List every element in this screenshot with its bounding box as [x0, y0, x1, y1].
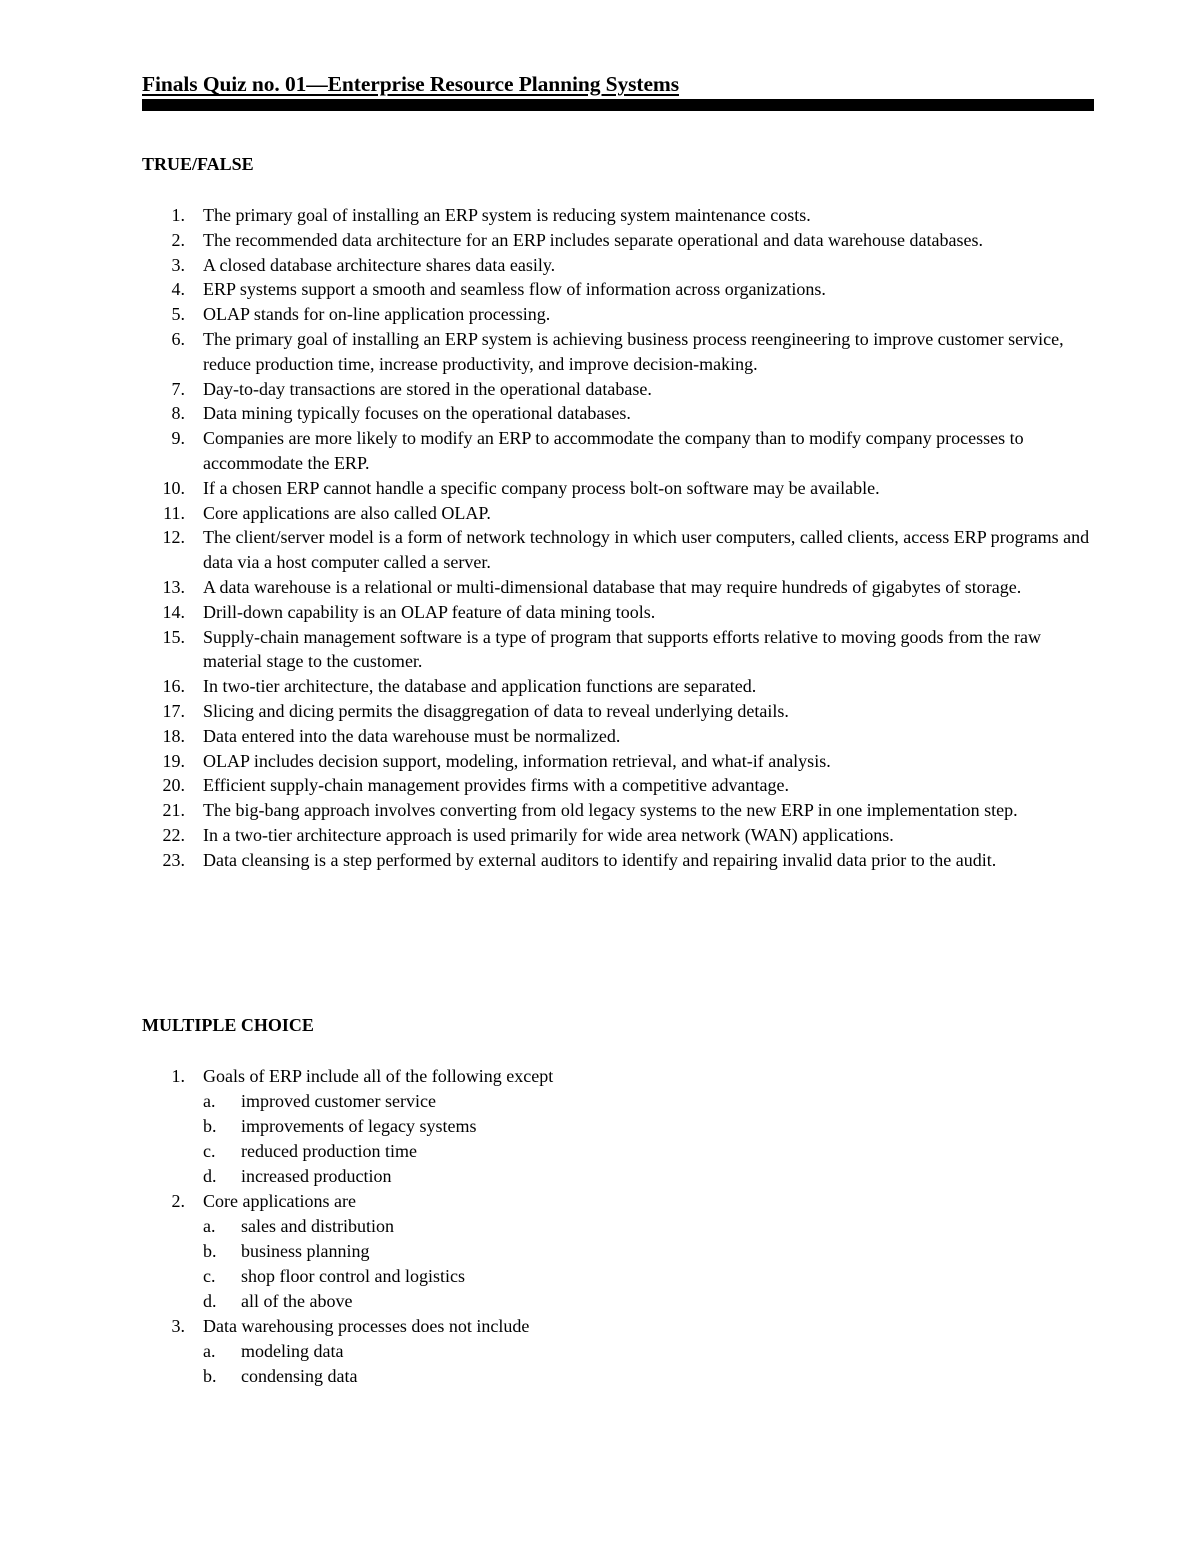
tf-item-23	[142, 848, 1097, 873]
tf-item-16	[142, 674, 1097, 699]
question-text: Data warehousing processes does not include	[203, 1316, 530, 1336]
option-letter: d.	[203, 1291, 217, 1311]
answer-option	[203, 1139, 1097, 1164]
option-text: improved customer service	[241, 1091, 436, 1111]
mc-question-2	[142, 1189, 1097, 1314]
question-text: Data entered into the data warehouse must be normalized.	[203, 725, 621, 746]
tf-item-12	[142, 525, 1097, 575]
question-text: Efficient supply-chain management provides firms with a competitive advantage.	[203, 775, 789, 796]
question-number: 16.	[162, 676, 185, 697]
tf-item-13	[142, 575, 1097, 600]
answer-option	[203, 1089, 1097, 1114]
question-number: 17.	[162, 700, 185, 721]
question-number: 1.	[171, 205, 185, 225]
question-number: 8.	[171, 403, 185, 424]
question-number: 20.	[162, 775, 185, 796]
option-letter: c.	[203, 1141, 216, 1161]
question-number: 1.	[171, 1066, 185, 1086]
tf-item-14	[142, 600, 1097, 625]
tf-item-1	[142, 203, 1097, 228]
question-number: 18.	[162, 725, 185, 746]
option-text: shop floor control and logistics	[241, 1266, 465, 1286]
mc-question-1	[142, 1064, 1097, 1189]
question-number: 2.	[171, 229, 185, 250]
true-false-heading: TRUE/FALSE	[142, 154, 254, 174]
answer-options	[203, 1089, 1097, 1189]
question-number: 2.	[171, 1191, 185, 1211]
question-number: 22.	[162, 824, 185, 845]
question-number: 7.	[171, 378, 185, 399]
answer-option	[203, 1289, 1097, 1314]
answer-options	[203, 1214, 1097, 1314]
question-text: In a two-tier architecture approach is used primarily for wide area network (WAN) applications.	[203, 824, 894, 845]
option-letter: a.	[203, 1216, 216, 1236]
question-text: Core applications are	[203, 1191, 356, 1211]
question-number: 14.	[162, 601, 185, 622]
question-number: 13.	[162, 576, 185, 597]
question-text: Data cleansing is a step performed by external auditors to identify and repairing invalid data prior to the audit.	[203, 849, 997, 870]
option-letter: c.	[203, 1266, 216, 1286]
title-rule	[142, 99, 1094, 111]
document-title: Finals Quiz no. 01—Enterprise Resource Planning Systems	[142, 72, 679, 96]
question-number: 19.	[162, 750, 185, 771]
option-letter: b.	[203, 1116, 217, 1136]
tf-item-5	[142, 302, 1097, 327]
question-number: 10.	[162, 477, 185, 498]
answer-option	[203, 1339, 1097, 1364]
tf-item-6	[142, 327, 1097, 377]
option-letter: d.	[203, 1166, 217, 1186]
mc-question-3	[142, 1314, 1097, 1389]
option-text: reduced production time	[241, 1141, 417, 1161]
option-text: increased production	[241, 1166, 392, 1186]
tf-item-4	[142, 277, 1097, 302]
tf-item-7	[142, 377, 1097, 402]
question-number: 4.	[171, 279, 185, 300]
question-number: 15.	[162, 626, 185, 647]
question-text: A closed database architecture shares data easily.	[203, 254, 556, 275]
question-text: Data mining typically focuses on the operational databases.	[203, 403, 631, 424]
tf-item-17	[142, 699, 1097, 724]
option-text: all of the above	[241, 1291, 353, 1311]
tf-item-21	[142, 798, 1097, 823]
tf-item-8	[142, 401, 1097, 426]
option-letter: a.	[203, 1091, 216, 1111]
tf-item-10	[142, 476, 1097, 501]
tf-item-19	[142, 749, 1097, 774]
question-number: 12.	[162, 527, 185, 548]
question-number: 21.	[162, 800, 185, 821]
question-text: Supply-chain management software is a type of program that supports efforts relative to moving goods from the raw material stage to the customer.	[203, 626, 1041, 672]
tf-item-2	[142, 228, 1097, 253]
question-text: OLAP includes decision support, modeling, information retrieval, and what-if analysis.	[203, 750, 831, 771]
multiple-choice-heading: MULTIPLE CHOICE	[142, 1015, 314, 1035]
question-text: The big-bang approach involves converting from old legacy systems to the new ERP in one implementation step.	[203, 800, 1018, 821]
answer-option	[203, 1214, 1097, 1239]
question-text: In two-tier architecture, the database and application functions are separated.	[203, 676, 757, 697]
option-text: condensing data	[241, 1366, 358, 1386]
question-number: 9.	[171, 428, 185, 449]
question-text: A data warehouse is a relational or multi-dimensional database that may require hundreds of gigabytes of storage.	[203, 576, 1022, 597]
question-text: Companies are more likely to modify an ERP to accommodate the company than to modify company processes to accommodate the ERP.	[203, 428, 1024, 473]
tf-item-11	[142, 501, 1097, 526]
question-number: 3.	[171, 1316, 185, 1336]
question-number: 6.	[171, 328, 185, 349]
tf-item-3	[142, 253, 1097, 278]
question-text: Slicing and dicing permits the disaggregation of data to reveal underlying details.	[203, 700, 789, 721]
answer-option	[203, 1164, 1097, 1189]
tf-item-20	[142, 773, 1097, 798]
option-text: improvements of legacy systems	[241, 1116, 477, 1136]
question-text: The recommended data architecture for an ERP includes separate operational and data warehouse databases.	[203, 229, 983, 250]
tf-item-9	[142, 426, 1097, 476]
tf-item-18	[142, 724, 1097, 749]
answer-option	[203, 1364, 1097, 1389]
question-number: 3.	[171, 254, 185, 275]
answer-option	[203, 1114, 1097, 1139]
option-text: modeling data	[241, 1341, 344, 1361]
question-text: ERP systems support a smooth and seamless flow of information across organizations.	[203, 279, 826, 300]
tf-item-22	[142, 823, 1097, 848]
question-text: If a chosen ERP cannot handle a specific company process bolt-on software may be available.	[203, 477, 880, 498]
answer-option	[203, 1264, 1097, 1289]
question-text: Goals of ERP include all of the following except	[203, 1066, 554, 1086]
question-text: Drill-down capability is an OLAP feature of data mining tools.	[203, 601, 656, 622]
question-number: 5.	[171, 304, 185, 325]
option-letter: a.	[203, 1341, 216, 1361]
question-number: 23.	[162, 849, 185, 870]
question-text: Day-to-day transactions are stored in the operational database.	[203, 378, 652, 399]
multiple-choice-list	[142, 1064, 1097, 1389]
question-number: 11.	[163, 502, 185, 523]
question-text: The primary goal of installing an ERP system is achieving business process reengineering to improve customer service, reduce production time, increase productivity, and improve decision-making.	[203, 328, 1064, 374]
true-false-list	[142, 203, 1097, 873]
answer-option	[203, 1239, 1097, 1264]
option-text: business planning	[241, 1241, 370, 1261]
question-text: OLAP stands for on-line application processing.	[203, 304, 551, 325]
question-text: The primary goal of installing an ERP system is reducing system maintenance costs.	[203, 205, 811, 225]
option-text: sales and distribution	[241, 1216, 394, 1236]
option-letter: b.	[203, 1366, 217, 1386]
question-text: The client/server model is a form of network technology in which user computers, called clients, access ERP programs and data via a host computer called a server.	[203, 527, 1090, 573]
question-text: Core applications are also called OLAP.	[203, 502, 491, 523]
answer-options	[203, 1339, 1097, 1389]
tf-item-15	[142, 625, 1097, 675]
option-letter: b.	[203, 1241, 217, 1261]
